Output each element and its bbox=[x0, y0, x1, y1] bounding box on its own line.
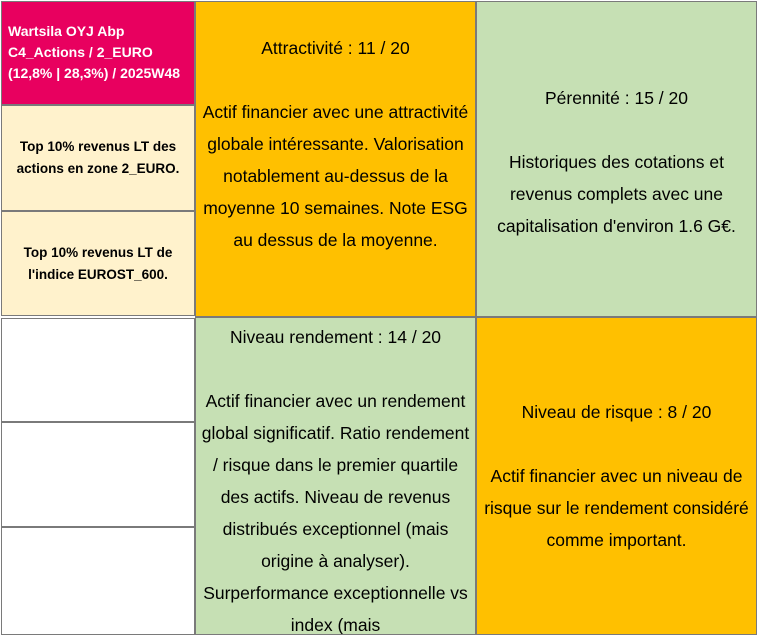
panel-rendement bbox=[195, 317, 476, 635]
empty-cell-1 bbox=[1, 318, 195, 422]
panel-risque bbox=[476, 317, 757, 635]
note-zone-rank-text: Top 10% revenus LT des actions en zone 2_EURO. bbox=[16, 139, 180, 176]
asset-name: Wartsila OYJ Abp bbox=[8, 23, 125, 39]
note-zone-rank bbox=[1, 105, 195, 211]
perennite-title: Pérennité : 15 / 20 bbox=[544, 88, 689, 108]
empty-cell-2 bbox=[1, 422, 195, 527]
attractivite-title: Attractivité : 11 / 20 bbox=[261, 38, 410, 58]
risque-title: Niveau de risque : 8 / 20 bbox=[521, 402, 712, 422]
asset-performance: (12,8% | 28,3%) / 2025W48 bbox=[8, 65, 181, 81]
asset-header bbox=[1, 1, 195, 105]
panel-attractivite bbox=[195, 1, 476, 317]
attractivite-text: Actif financier avec une attractivité globale intéressante. Valorisation notablement au-dessus de la moyenne 10 semaines. Note ESG au dessus de la moyenne. bbox=[202, 102, 469, 250]
risque-text: Actif financier avec un niveau de risque sur le rendement considéré comme important. bbox=[484, 466, 749, 550]
note-index-rank-text: Top 10% revenus LT de l'indice EUROST_600. bbox=[23, 244, 173, 282]
asset-category: C4_Actions / 2_EURO bbox=[8, 44, 153, 60]
panel-perennite bbox=[476, 1, 757, 317]
note-index-rank bbox=[1, 211, 195, 316]
rendement-text: Actif financier avec un rendement global significatif. Ratio rendement / risque dans le premier quartile des actifs. Niveau de revenus distribués exceptionnel (mais origine à analyser). Surperformance exceptionnelle vs index (mais bbox=[201, 391, 470, 635]
rendement-title: Niveau rendement : 14 / 20 bbox=[229, 327, 442, 347]
empty-cell-3 bbox=[1, 527, 195, 635]
perennite-text: Historiques des cotations et revenus complets avec une capitalisation d'environ 1.6 G€. bbox=[497, 152, 736, 236]
